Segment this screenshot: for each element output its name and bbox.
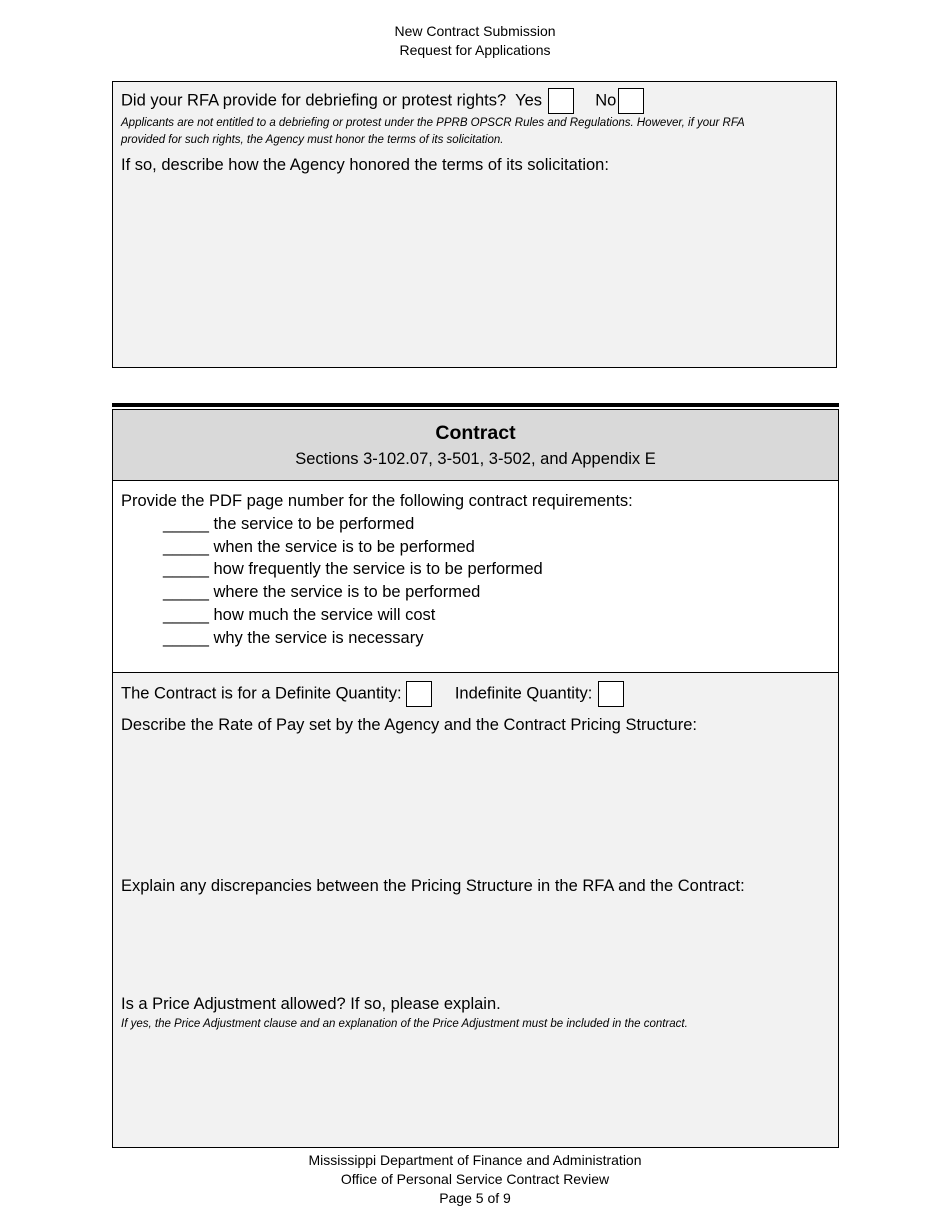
yes-label: Yes — [515, 91, 542, 110]
footer-department: Mississippi Department of Finance and Administration — [308, 1152, 642, 1168]
price-adjustment-label: Is a Price Adjustment allowed? If so, please explain. — [121, 995, 501, 1013]
price-adjustment-answer[interactable] — [121, 1039, 826, 1139]
indefinite-quantity-label: Indefinite Quantity: — [454, 684, 593, 703]
requirement-item[interactable]: _____ when the service is to be performed — [163, 538, 475, 556]
contract-title: Contract — [435, 422, 516, 444]
pricing-section — [112, 672, 839, 1148]
header-title: New Contract Submission — [394, 23, 556, 39]
quantity-row — [121, 681, 624, 707]
requirements-section — [112, 480, 839, 673]
no-label: No — [595, 91, 617, 110]
requirements-instruction: Provide the PDF page number for the following contract requirements: — [121, 492, 633, 510]
yes-checkbox[interactable] — [548, 88, 574, 114]
price-adjustment-note: If yes, the Price Adjustment clause and an explanation of the Price Adjustment must be included in the contract. — [121, 1018, 688, 1030]
discrepancy-label: Explain any discrepancies between the Pricing Structure in the RFA and the Contract: — [121, 877, 745, 895]
page-footer — [0, 1151, 950, 1208]
requirement-item[interactable]: _____ where the service is to be performed — [163, 583, 481, 601]
debrief-question-row — [121, 88, 644, 114]
section-divider — [112, 403, 839, 407]
page-header — [0, 22, 950, 60]
debrief-note-line1: Applicants are not entitled to a debriefing or protest under the PPRB OPSCR Rules and Regulations. However, if your RFA — [121, 117, 745, 129]
footer-office: Office of Personal Service Contract Review — [340, 1171, 610, 1187]
indefinite-quantity-checkbox[interactable] — [598, 681, 624, 707]
requirement-item[interactable]: _____ the service to be performed — [163, 515, 415, 533]
discrepancy-answer[interactable] — [121, 901, 826, 991]
debrief-question: Did your RFA provide for debriefing or protest rights? — [121, 91, 507, 110]
debrief-describe-label: If so, describe how the Agency honored the terms of its solicitation: — [121, 156, 609, 174]
requirement-item[interactable]: _____ how much the service will cost — [163, 606, 436, 624]
no-checkbox[interactable] — [618, 88, 644, 114]
debrief-section — [112, 81, 837, 368]
debrief-note — [121, 115, 821, 149]
header-subtitle: Request for Applications — [399, 42, 551, 58]
contract-header — [112, 409, 839, 481]
debrief-answer-area[interactable] — [121, 180, 826, 360]
page-number: Page 5 of 9 — [439, 1190, 511, 1206]
rate-of-pay-label: Describe the Rate of Pay set by the Agency and the Contract Pricing Structure: — [121, 716, 697, 734]
definite-quantity-label: The Contract is for a Definite Quantity: — [121, 684, 402, 703]
definite-quantity-checkbox[interactable] — [406, 681, 432, 707]
rate-of-pay-answer[interactable] — [121, 741, 826, 871]
contract-subtitle: Sections 3-102.07, 3-501, 3-502, and Appendix E — [295, 450, 656, 468]
debrief-note-line2: provided for such rights, the Agency must honor the terms of its solicitation. — [121, 134, 504, 146]
requirement-item[interactable]: _____ how frequently the service is to be performed — [163, 560, 543, 578]
requirement-item[interactable]: _____ why the service is necessary — [163, 629, 424, 647]
